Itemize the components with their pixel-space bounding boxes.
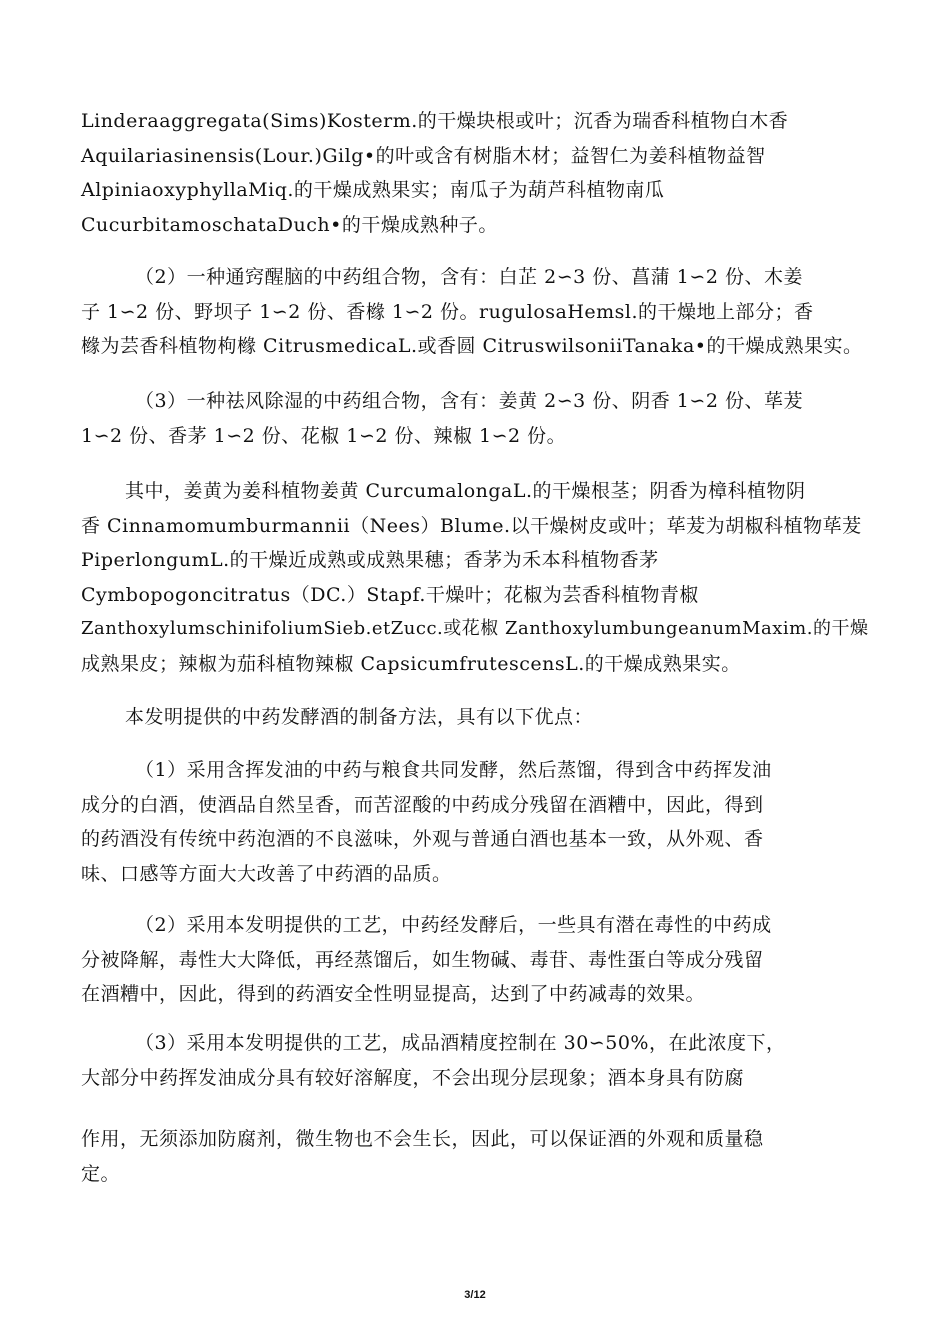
text-line: （3）采用本发明提供的工艺，成品酒精度控制在 30∽50%，在此浓度下， <box>135 1032 786 1054</box>
text-line: 橼为芸香科植物枸橼 CitrusmedicaL.或香圆 CitruswilsoniiTanaka•的干燥成熟果实。 <box>81 335 863 357</box>
text-line: （2）一种通窍醒脑的中药组合物，含有：白芷 2∽3 份、菖蒲 1∽2 份、木姜 <box>135 266 803 288</box>
text-line: 香 Cinnamomumburmannii（Nees）Blume.以干燥树皮或叶；荜茇为胡椒科植物荜茇 <box>81 514 862 537</box>
text-line: 分被降解，毒性大大降低，再经蒸馏后，如生物碱、毒苷、毒性蛋白等成分残留 <box>81 948 764 971</box>
text-line: 1∽2 份、香茅 1∽2 份、花椒 1∽2 份、辣椒 1∽2 份。 <box>81 424 567 447</box>
paragraph-item-3-detail <box>81 474 871 681</box>
text-line: （2）采用本发明提供的工艺，中药经发酵后，一些具有潜在毒性的中药成 <box>135 914 772 936</box>
text-line: （1）采用含挥发油的中药与粮食共同发酵，然后蒸馏，得到含中药挥发油 <box>135 759 772 781</box>
text-line: ZanthoxylumschinifoliumSieb.etZucc.或花椒 ZanthoxylumbungeanumMaxim.的干燥 <box>81 618 869 639</box>
text-line: 定。 <box>81 1162 121 1185</box>
text-line: 作用，无须添加防腐剂，微生物也不会生长，因此，可以保证酒的外观和质量稳 <box>81 1128 764 1150</box>
paragraph-advantages-intro <box>81 700 871 735</box>
paragraph-advantage-1 <box>81 753 871 891</box>
text-line: Cymbopogoncitratus（DC.）Stapf.干燥叶；花椒为芸香科植物青椒 <box>81 583 699 606</box>
text-line: 子 1∽2 份、野坝子 1∽2 份、香橼 1∽2 份。rugulosaHemsl.的干燥地上部分；香 <box>81 300 814 323</box>
text-line: PiperlongumL.的干燥近成熟或成熟果穗；香茅为禾本科植物香茅 <box>81 549 659 571</box>
paragraph-advantage-3 <box>81 1026 871 1095</box>
text-line: 大部分中药挥发油成分具有较好溶解度，不会出现分层现象；酒本身具有防腐 <box>81 1066 745 1089</box>
text-line: 的药酒没有传统中药泡酒的不良滋味，外观与普通白酒也基本一致，从外观、香 <box>81 828 764 850</box>
text-line: 成分的白酒，使酒品自然呈香，而苦涩酸的中药成分残留在酒糟中，因此，得到 <box>81 793 764 816</box>
paragraph-advantage-2 <box>81 908 871 1012</box>
text-line: AlpiniaoxyphyllaMiq.的干燥成熟果实；南瓜子为葫芦科植物南瓜 <box>81 179 665 201</box>
text-line: CucurbitamoschataDuch•的干燥成熟种子。 <box>81 213 498 236</box>
paragraph-species-continued <box>81 104 871 242</box>
text-line: Aquilariasinensis(Lour.)Gilg•的叶或含有树脂木材；益智仁为姜科植物益智 <box>81 144 766 167</box>
text-line: 在酒糟中，因此，得到的药酒安全性明显提高，达到了中药减毒的效果。 <box>81 983 706 1005</box>
text-line: 成熟果皮；辣椒为茄科植物辣椒 CapsicumfrutescensL.的干燥成熟果实。 <box>81 652 741 675</box>
text-line: 味、口感等方面大大改善了中药酒的品质。 <box>81 862 452 885</box>
paragraph-advantage-3-continued <box>81 1122 871 1191</box>
text-line: 其中，姜黄为姜科植物姜黄 CurcumalongaL.的干燥根茎；阴香为樟科植物阴 <box>125 480 806 502</box>
text-line: Linderaaggregata(Sims)Kosterm.的干燥块根或叶；沉香为瑞香科植物白木香 <box>81 110 789 132</box>
page-number: 3/12 <box>464 1289 486 1301</box>
text-line: （3）一种祛风除湿的中药组合物，含有：姜黄 2∽3 份、阴香 1∽2 份、荜茇 <box>135 390 803 412</box>
paragraph-item-3 <box>81 384 871 453</box>
text-line: 本发明提供的中药发酵酒的制备方法，具有以下优点： <box>125 706 594 728</box>
paragraph-item-2 <box>81 260 871 364</box>
